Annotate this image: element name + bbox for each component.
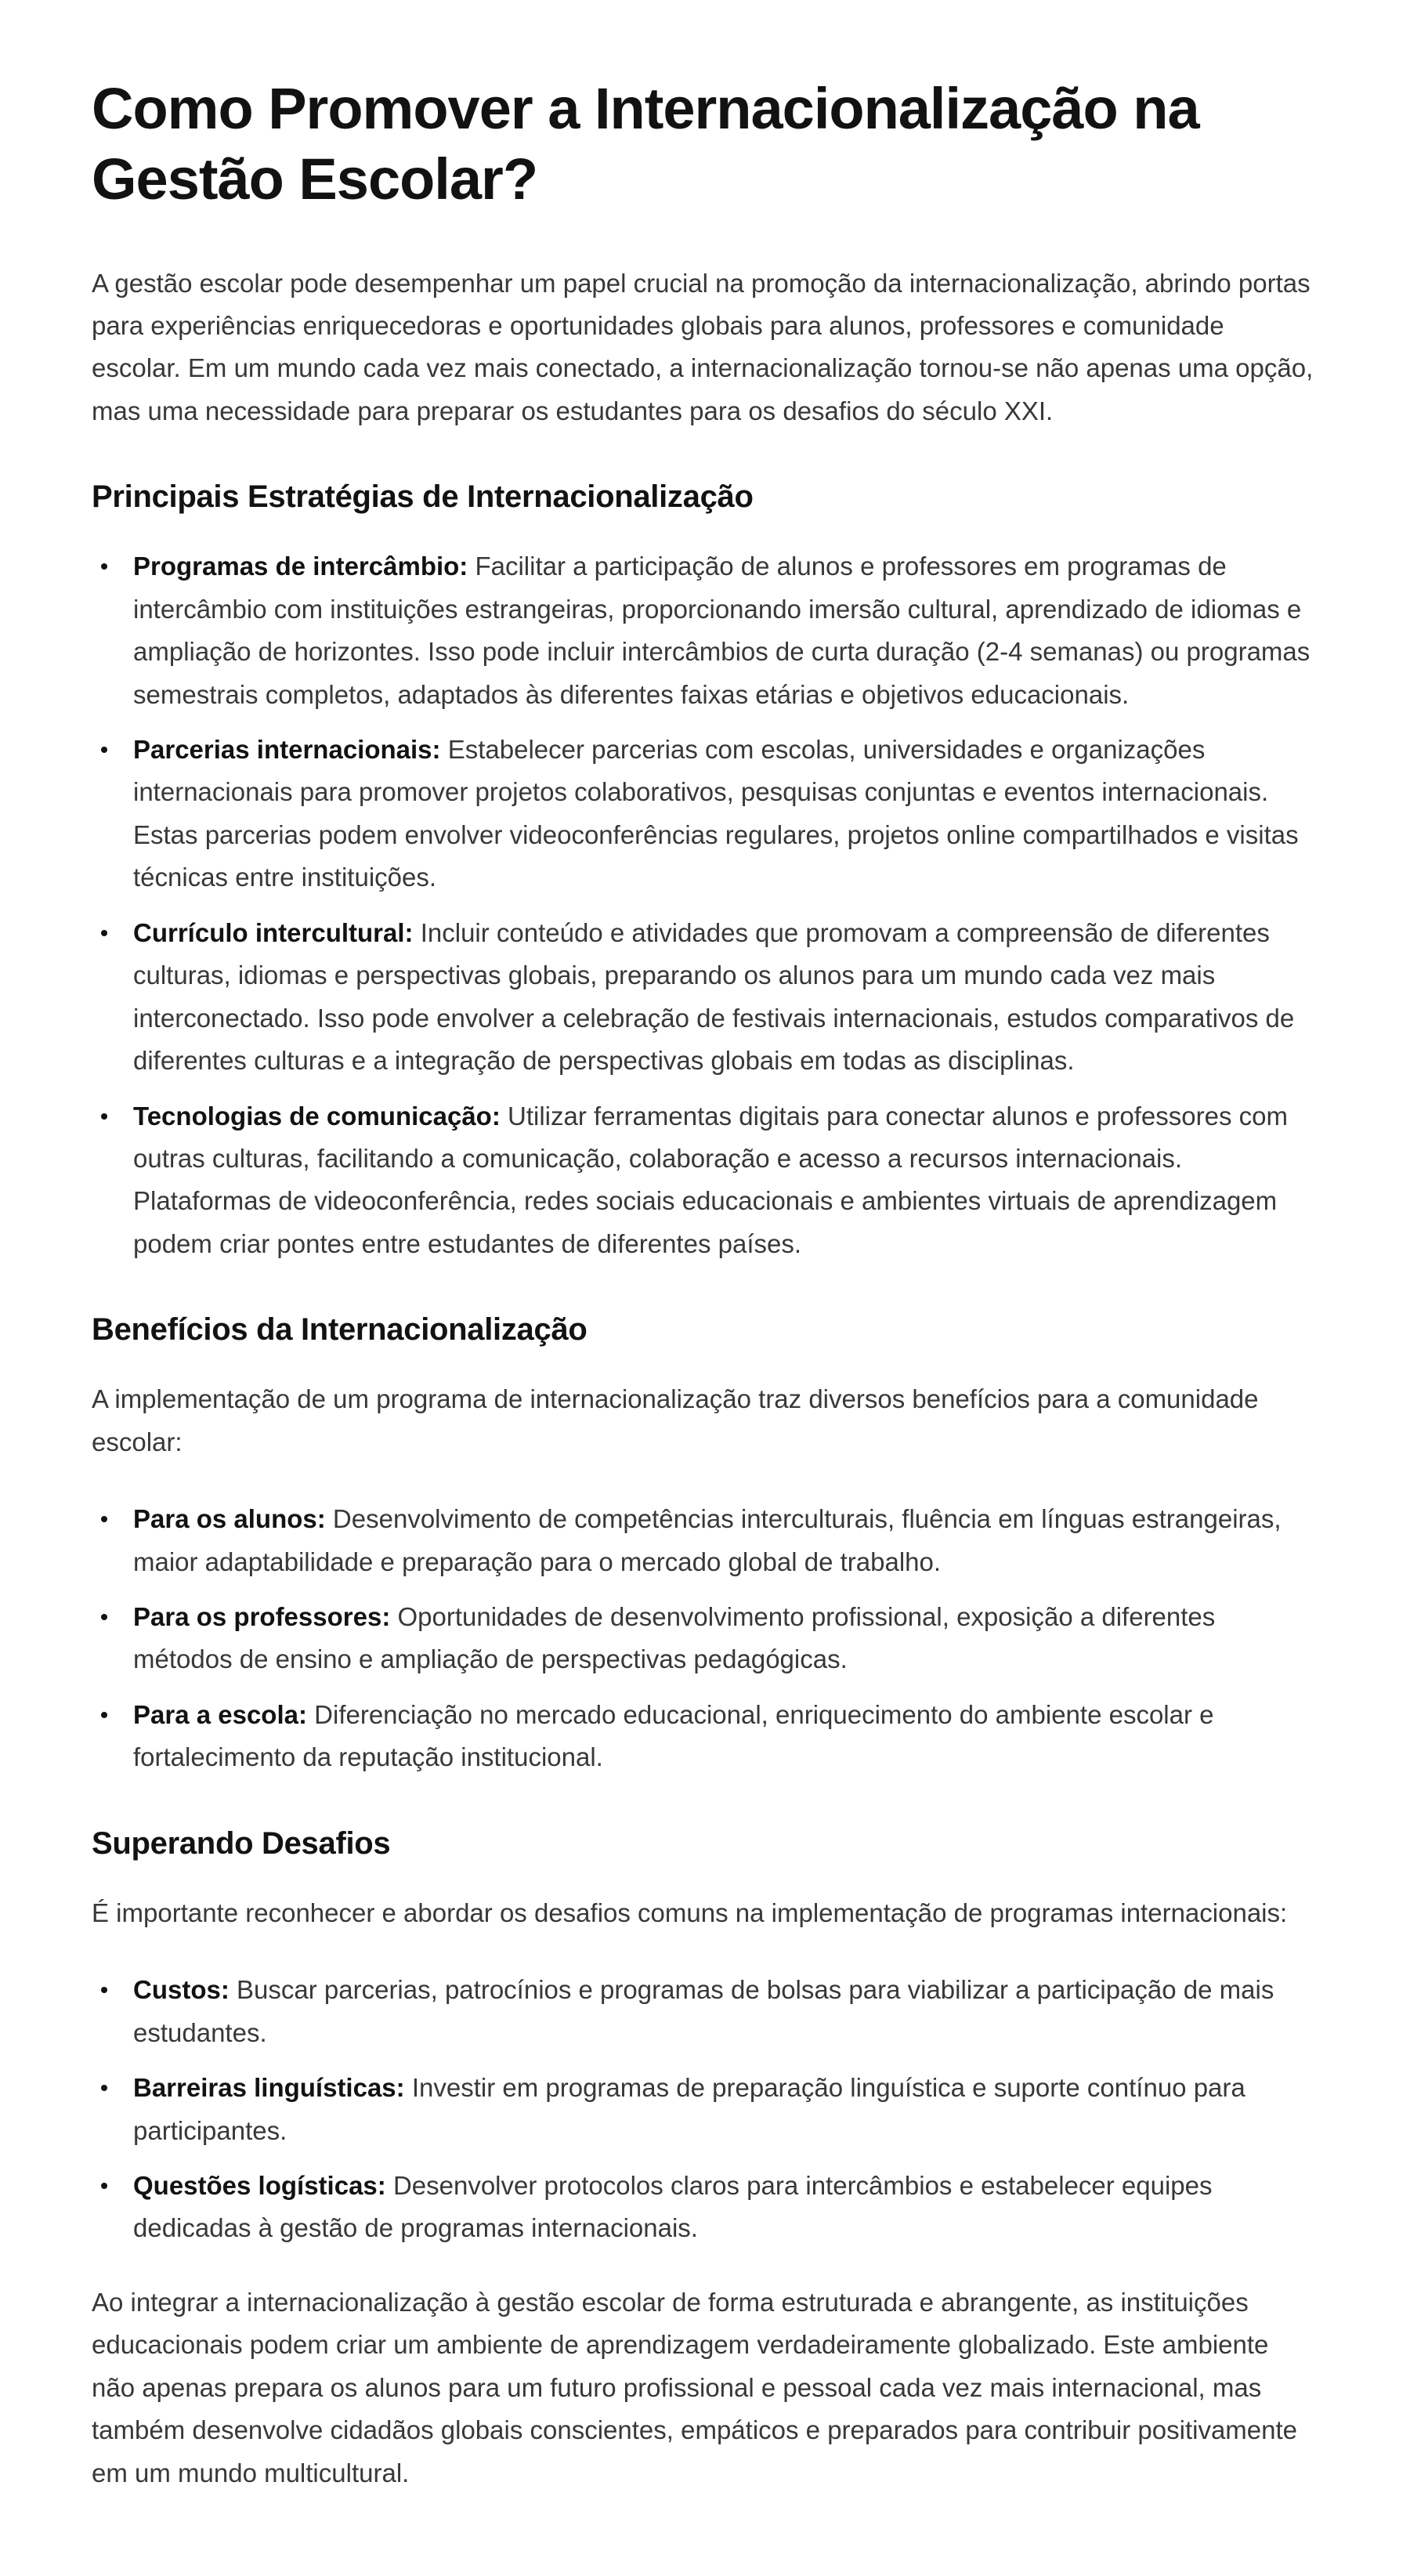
list-item-text: Oportunidades de desenvolvimento profissional, exposição a diferentes métodos de ensino e ampliação de perspectivas pedagógicas.: [133, 1602, 1216, 1674]
section-heading-strategies: Principais Estratégias de Internacionalização: [92, 479, 754, 515]
list-item: [101, 545, 1318, 716]
section-heading-challenges: Superando Desafios: [92, 1825, 391, 1861]
list-item: [101, 2165, 1318, 2250]
list-item: [101, 2067, 1318, 2152]
list-item-text: Incluir conteúdo e atividades que promovam a compreensão de diferentes culturas, idiomas e perspectivas globais, preparando os alunos para um mundo cada vez mais interconectado. Isso pode envolver a celebração de festivais internacionais, estudos comparativos de diferentes culturas e a integração de perspectivas globais em todas as disciplinas.: [133, 917, 1295, 1076]
benefits-lead-paragraph: A implementação de um programa de internacionalização traz diversos benefícios para a comunidade escolar:: [92, 1384, 1259, 1456]
list-item-text: Desenvolvimento de competências interculturais, fluência em línguas estrangeiras, maior adaptabilidade e preparação para o mercado global de trabalho.: [133, 1504, 1282, 1576]
list-item-label: Para os alunos:: [133, 1504, 326, 1534]
list-item: [101, 729, 1318, 899]
list-item-label: Para a escola:: [133, 1699, 307, 1729]
list-item: [101, 1694, 1318, 1779]
list-item: [101, 1498, 1318, 1583]
section-benefits: [92, 1309, 1318, 1779]
page-title: Como Promover a Internacionalização na Gestão Escolar?: [92, 76, 1199, 212]
closing-paragraph: Ao integrar a internacionalização à gestão escolar de forma estruturada e abrangente, as instituições educacionais podem criar um ambiente de aprendizagem verdadeiramente globalizado. Este ambiente não apenas prepara os alunos para um futuro profissional e pessoal cada vez mais internacional, mas também desenvolve cidadãos globais conscientes, empáticos e preparados para contribuir positivamente em um mundo multicultural.: [92, 2287, 1298, 2487]
list-item-text: Investir em programas de preparação linguística e suporte contínuo para participantes.: [133, 2073, 1246, 2145]
list-item-text: Desenvolver protocolos claros para intercâmbios e estabelecer equipes dedicadas à gestão de programas internacionais.: [133, 2170, 1213, 2243]
list-item-label: Programas de intercâmbio:: [133, 552, 468, 581]
strategies-list: [92, 545, 1318, 1265]
list-item: [101, 912, 1318, 1083]
list-item: [101, 1969, 1318, 2054]
list-item-label: Tecnologias de comunicação:: [133, 1101, 501, 1131]
list-item-label: Para os professores:: [133, 1602, 391, 1632]
list-item-label: Parcerias internacionais:: [133, 735, 441, 765]
article-page: [92, 0, 1318, 2576]
section-strategies: [92, 476, 1318, 1265]
list-item-text: Estabelecer parcerias com escolas, universidades e organizações internacionais para promover projetos colaborativos, pesquisas conjuntas e eventos internacionais. Estas parcerias podem envolver videoconferências regulares, projetos online compartilhados e visitas técnicas entre instituições.: [133, 735, 1299, 892]
intro-paragraph: A gestão escolar pode desempenhar um papel crucial na promoção da internacionalização, abrindo portas para experiências enriquecedoras e oportunidades globais para alunos, professores e comunidade escolar. Em um mundo cada vez mais conectado, a internacionalização tornou-se não apenas uma opção, mas uma necessidade para preparar os estudantes para os desafios do século XXI.: [92, 268, 1314, 425]
benefits-list: [92, 1498, 1318, 1779]
list-item: [101, 1095, 1318, 1266]
list-item-label: Currículo intercultural:: [133, 917, 414, 947]
section-heading-benefits: Benefícios da Internacionalização: [92, 1312, 588, 1348]
section-challenges: [92, 1823, 1318, 2250]
list-item-label: Questões logísticas:: [133, 2170, 386, 2200]
challenges-list: [92, 1969, 1318, 2250]
list-item-text: Buscar parcerias, patrocínios e programas de bolsas para viabilizar a participação de mais estudantes.: [133, 1975, 1274, 2047]
challenges-lead-paragraph: É importante reconhecer e abordar os desafios comuns na implementação de programas internacionais:: [92, 1898, 1288, 1927]
list-item-text: Facilitar a participação de alunos e professores em programas de intercâmbio com instituições estrangeiras, proporcionando imersão cultural, aprendizado de idiomas e ampliação de horizontes. Isso pode incluir intercâmbios de curta duração (2-4 semanas) ou programas semestrais completos, adaptados às diferentes faixas etárias e objetivos educacionais.: [133, 552, 1311, 709]
list-item-text: Utilizar ferramentas digitais para conectar alunos e professores com outras culturas, facilitando a comunicação, colaboração e acesso a recursos internacionais. Plataformas de videoconferência, redes sociais educacionais e ambientes virtuais de aprendizagem podem criar pontes entre estudantes de diferentes países.: [133, 1101, 1288, 1258]
list-item: [101, 1596, 1318, 1681]
list-item-label: Custos:: [133, 1975, 230, 2005]
list-item-text: Diferenciação no mercado educacional, enriquecimento do ambiente escolar e fortalecimento da reputação institucional.: [133, 1699, 1214, 1772]
list-item-label: Barreiras linguísticas:: [133, 2073, 405, 2103]
